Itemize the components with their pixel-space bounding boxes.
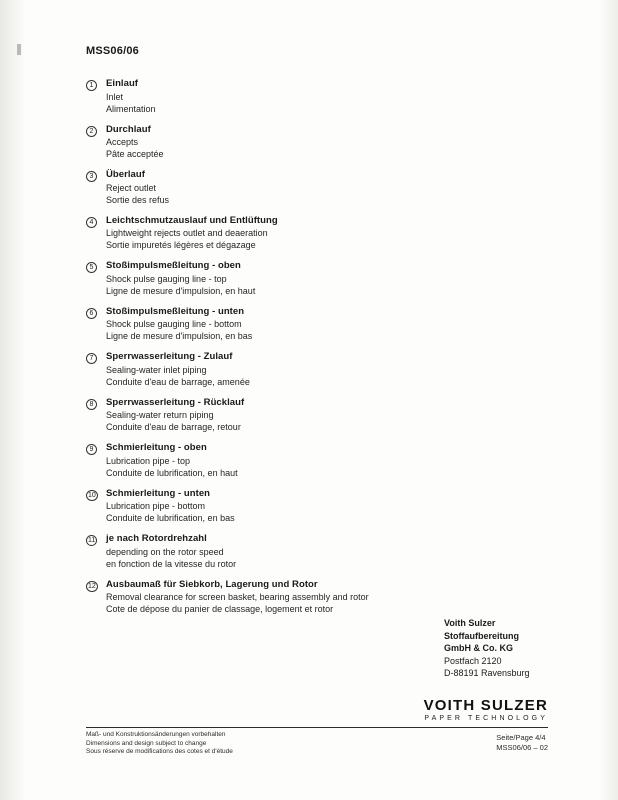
disclaimer-fr: Sous réserve de modifications des cotes et d'étude [86,748,233,755]
item-texts [106,215,506,252]
item-number: 8 [86,397,106,409]
logo-wordmark: VOITH SULZER [423,697,548,714]
legend-list [86,78,506,624]
list-item [86,533,506,570]
label-fr: Ligne de mesure d'impulsion, en bas [106,331,253,341]
page-number: Seite/Page 4/4 [496,733,546,742]
item-number: 11 [88,537,96,544]
item-texts [106,169,506,206]
label-en: Sealing-water return piping [106,410,214,420]
label-fr: Ligne de mesure d'impulsion, en haut [106,285,256,296]
item-texts [106,488,506,525]
item-number: 5 [86,260,106,272]
item-texts [106,442,506,479]
punch-mark [17,44,21,55]
list-item [86,78,506,115]
label-de: Überlauf [106,169,145,180]
item-texts [106,533,506,570]
list-item [86,306,506,343]
item-number: 2 [86,124,106,136]
document-reference: MSS06/06 – 02 [496,743,548,752]
label-de: Ausbaumaß für Siebkorb, Lagerung und Rotor [106,578,318,590]
list-item [86,124,506,161]
label-en: Inlet [106,91,124,102]
list-item [86,579,506,616]
company-logo [424,697,548,722]
label-de: Sperrwasserleitung - Rücklauf [106,396,245,408]
item-texts [106,579,506,616]
item-number: 12 [88,582,96,590]
logo-tagline: PAPER TECHNOLOGY [424,715,548,722]
label-en: Lubrication pipe - bottom [106,501,206,511]
label-fr: Cote de dépose du panier de classage, logement et rotor [106,604,334,614]
label-de: Schmierleitung - unten [106,487,211,499]
footer-page-info [496,733,548,753]
label-fr: Pâte acceptée [106,149,164,159]
label-en: Lubrication pipe - top [106,455,191,466]
list-item [86,215,506,252]
item-number: 9 [86,442,106,454]
label-de: Stoßimpulsmeßleitung - unten [106,305,245,317]
address-line-3: GmbH & Co. KG [444,643,513,653]
item-texts [106,306,506,343]
item-texts [106,124,506,161]
item-number: 1 [86,78,106,90]
list-item [86,260,506,297]
label-en: Sealing-water inlet piping [106,364,207,375]
list-item [86,442,506,479]
label-en: Accepts [106,137,139,147]
footer-disclaimer [86,731,233,757]
label-fr: Sortie des refus [106,194,170,205]
address-line-2: Stoffaufbereitung [444,630,519,641]
disclaimer-de: Maß- und Konstruktionsänderungen vorbehalten [86,731,226,738]
label-en: Shock pulse gauging line - top [106,273,227,284]
label-fr: Conduite d'eau de barrage, amenée [106,376,250,387]
disclaimer-en: Dimensions and design subject to change [86,739,207,747]
address-line-1: Voith Sulzer [444,618,496,628]
item-number: 3 [86,169,106,181]
label-de: Stoßimpulsmeßleitung - oben [106,260,241,271]
label-fr: Alimentation [106,103,156,114]
item-texts [106,260,506,297]
label-en: Removal clearance for screen basket, bearing assembly and rotor [106,592,369,602]
company-address [444,617,530,680]
address-line-4: Postfach 2120 [444,655,502,666]
document-code: MSS06/06 [86,45,139,57]
label-de: Leichtschmutzauslauf und Entlüftung [106,214,278,226]
list-item [86,169,506,206]
list-item [86,397,506,434]
label-de: Sperrwasserleitung - Zulauf [106,351,233,362]
label-de: Durchlauf [106,123,151,135]
label-de: je nach Rotordrehzahl [106,533,207,544]
label-fr: en fonction de la vitesse du rotor [106,558,237,569]
list-item [86,351,506,388]
list-item [86,488,506,525]
item-number: 10 [88,491,96,499]
item-texts [106,397,506,434]
label-fr: Conduite de lubrification, en haut [106,467,238,478]
label-en: depending on the rotor speed [106,546,224,557]
label-en: Reject outlet [106,182,157,193]
label-fr: Conduite d'eau de barrage, retour [106,422,241,432]
item-number: 7 [86,351,106,363]
footer-divider [86,727,548,728]
address-line-5: D-88191 Ravensburg [444,668,530,678]
label-fr: Sortie impuretés légères et dégazage [106,240,256,250]
label-en: Shock pulse gauging line - bottom [106,319,242,329]
label-fr: Conduite de lubrification, en bas [106,513,235,523]
item-texts [106,351,506,388]
label-en: Lightweight rejects outlet and deaeration [106,228,268,238]
label-de: Schmierleitung - oben [106,442,207,453]
item-number: 6 [86,306,106,318]
item-texts [106,78,506,115]
item-number: 4 [86,215,106,227]
label-de: Einlauf [106,78,139,89]
